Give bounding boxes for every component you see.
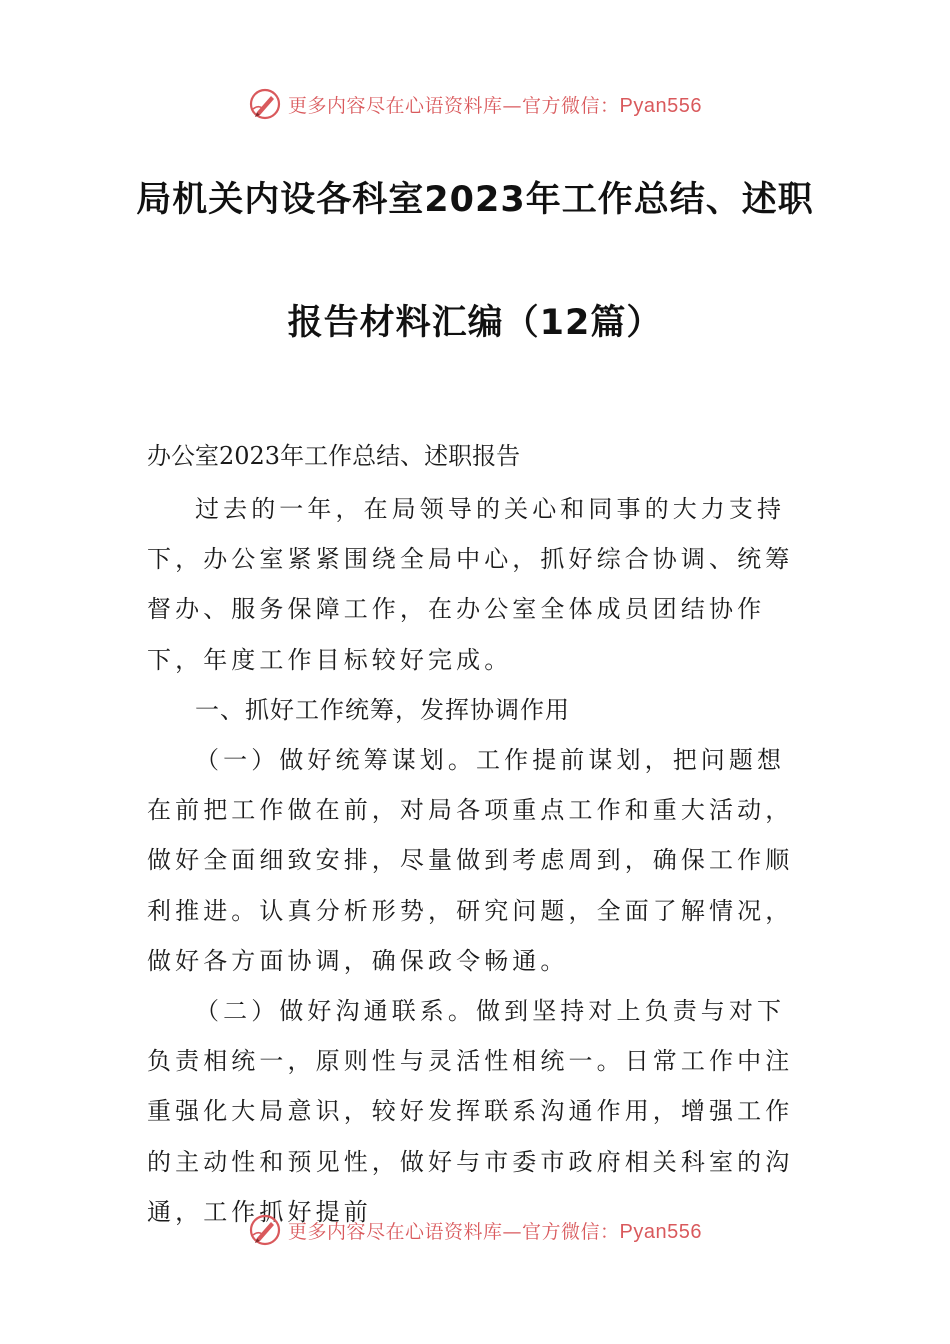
watermark-text: 更多内容尽在心语资料库—官方微信：Pyan556 (288, 94, 702, 117)
paragraph-subheading: 一、抓好工作统筹，发挥协调作用 (195, 695, 570, 724)
pen-logo-icon (248, 1213, 282, 1247)
pen-logo-icon (248, 87, 282, 121)
paragraph-item-2: （二）做好沟通联系。做到坚持对上负责与对下负责相统一，原则性与灵活性相统一。日常工作中注重强化大局意识，较好发挥联系沟通作用，增强工作的主动性和预见性，做好与市委市政府相关科室的沟通，工作抓好提前 (147, 997, 794, 1226)
paragraph-intro: 过去的一年，在局领导的关心和同事的大力支持下，办公室紧紧围绕全局中心，抓好综合协调、统筹督办、服务保障工作，在办公室全体成员团结协作下，年度工作目标较好完成。 (147, 495, 794, 674)
section-title: 办公室2023年工作总结、述职报告 (147, 442, 521, 470)
watermark-header (0, 84, 950, 124)
watermark-wechat-id: Pyan556 (619, 1220, 702, 1243)
watermark-text: 更多内容尽在心语资料库—官方微信：Pyan556 (288, 1220, 702, 1243)
document-body (147, 484, 807, 1237)
document-title-line-1: 局机关内设各科室2023年工作总结、述职 (136, 180, 814, 220)
document-title-line-2: 报告材料汇编（12篇） (287, 303, 663, 343)
watermark-wechat-id: Pyan556 (619, 94, 702, 117)
watermark-footer (0, 1210, 950, 1250)
paragraph-item-1: （一）做好统筹谋划。工作提前谋划，把问题想在前把工作做在前，对局各项重点工作和重大活动，做好全面细致安排，尽量做到考虑周到，确保工作顺利推进。认真分析形势，研究问题，全面了解情况，做好各方面协调，确保政令畅通。 (147, 746, 794, 975)
